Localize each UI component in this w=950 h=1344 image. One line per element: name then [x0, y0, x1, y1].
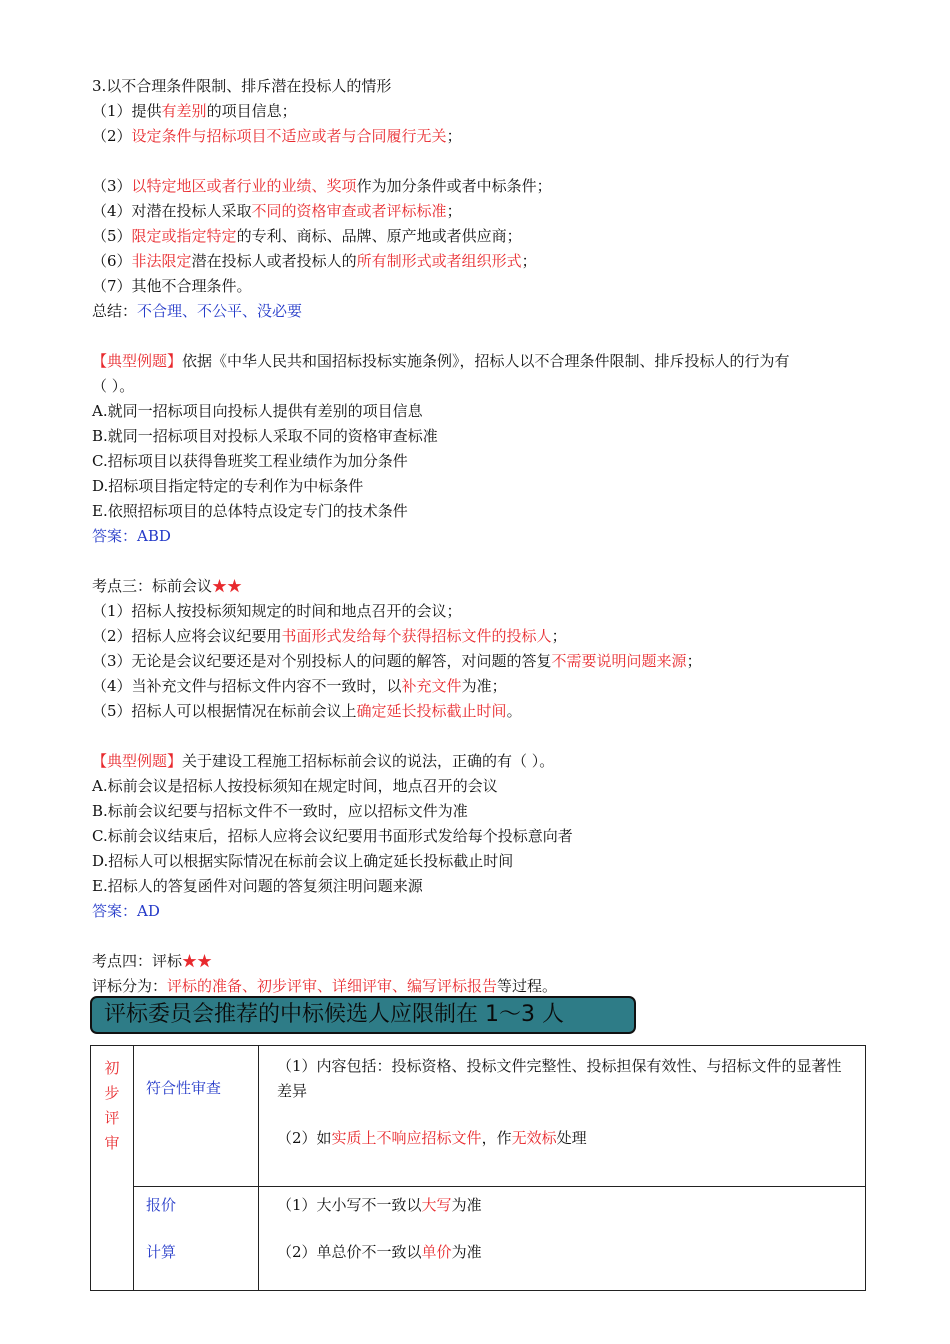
item-text: （1）提供 — [92, 102, 162, 120]
item-text: ； — [521, 252, 537, 270]
highlight-text: 无效标 — [511, 1129, 557, 1147]
highlight-text: 非法限定 — [131, 252, 192, 270]
content-line — [277, 1240, 851, 1265]
item-text: 作为加分条件或者中标条件； — [356, 177, 552, 195]
option-item: D.招标人可以根据实际情况在标前会议上确定延长投标截止时间 — [92, 852, 514, 870]
highlight-text: 确定延长投标截止时间 — [356, 702, 507, 720]
highlight-text: 所有制形式或者组织形式 — [356, 252, 522, 270]
list-item — [92, 699, 892, 724]
highlight-text: 有差别 — [161, 102, 207, 120]
item-text: ，作 — [481, 1129, 512, 1147]
star-icon: ★★ — [182, 952, 213, 970]
row-label: 报价 — [146, 1196, 177, 1214]
review-table — [90, 1045, 866, 1291]
item-text: （2）招标人应将会议纪要用 — [92, 627, 282, 645]
option-item: C.招标项目以获得鲁班奖工程业绩作为加分条件 — [92, 452, 408, 470]
item-text: 为准 — [451, 1243, 482, 1261]
option-item: B.就同一招标项目对投标人采取不同的资格审查标准 — [92, 427, 438, 445]
point-title — [92, 949, 892, 974]
example-question — [92, 349, 892, 374]
item-text: 为准； — [461, 677, 507, 695]
highlight-text: 限定或指定特定 — [131, 227, 237, 245]
item-text: （3） — [92, 177, 132, 195]
item-text: （2）如 — [277, 1129, 332, 1147]
highlight-text: 以特定地区或者行业的业绩、奖项 — [131, 177, 357, 195]
example-tag: 【典型例题】 — [92, 352, 183, 370]
list-item — [92, 224, 892, 249]
highlight-banner: 评标委员会推荐的中标候选人应限制在 1～3 人 — [90, 996, 636, 1034]
item-text: （6） — [92, 252, 132, 270]
highlight-text: 不需要说明问题来源 — [551, 652, 687, 670]
item-text: （2） — [92, 127, 132, 145]
highlight-text: 设定条件与招标项目不适应或者与合同履行无关 — [131, 127, 447, 145]
row-label: 计算 — [146, 1243, 177, 1261]
item-text: （2）单总价不一致以 — [277, 1243, 422, 1261]
document-body — [92, 74, 892, 999]
item-text: 评标分为： — [92, 977, 168, 995]
highlight-text: 单价 — [421, 1243, 452, 1261]
option-item: A.就同一招标项目向投标人提供有差别的项目信息 — [92, 402, 423, 420]
list-item — [92, 674, 892, 699]
item-text: （5） — [92, 227, 132, 245]
summary-line — [92, 299, 892, 324]
answer-text: 答案：ABD — [92, 527, 171, 545]
row-label: 符合性审查 — [146, 1079, 222, 1097]
option-item: E.依照招标项目的总体特点设定专门的技术条件 — [92, 502, 408, 520]
example-tag: 【典型例题】 — [92, 752, 183, 770]
list-item: （7）其他不合理条件。 — [92, 277, 252, 295]
stage-char: 初 — [104, 1059, 120, 1077]
section-title: 3.以不合理条件限制、排斥潜在投标人的情形 — [92, 77, 392, 95]
item-text: 为准 — [451, 1196, 482, 1214]
stage-char: 评 — [104, 1109, 120, 1127]
highlight-text: 大写 — [421, 1196, 452, 1214]
item-text: （5）招标人可以根据情况在标前会议上 — [92, 702, 357, 720]
item-text: 潜在投标人或者投标人的 — [191, 252, 357, 270]
option-item: C.标前会议结束后，招标人应将会议纪要用书面形式发给每个投标意向者 — [92, 827, 573, 845]
item-text: 的专利、商标、品牌、原产地或者供应商； — [236, 227, 522, 245]
highlight-text: 书面形式发给每个获得招标文件的投标人 — [281, 627, 552, 645]
point-title-text: 考点四：评标 — [92, 952, 183, 970]
question-text: 关于建设工程施工招标标前会议的说法，正确的有（ ）。 — [182, 752, 555, 770]
option-item: E.招标人的答复函件对问题的答复须注明问题来源 — [92, 877, 423, 895]
list-item — [92, 649, 892, 674]
example-question — [92, 749, 892, 774]
question-blank: （ ）。 — [92, 377, 135, 395]
item-text: ； — [686, 652, 702, 670]
list-item — [92, 124, 892, 149]
item-text: ； — [446, 127, 462, 145]
highlight-text: 评标的准备、初步评审、详细评审、编写评标报告 — [167, 977, 498, 995]
star-icon: ★★ — [212, 577, 243, 595]
list-item — [92, 174, 892, 199]
item-text: 等过程。 — [497, 977, 558, 995]
stage-cell — [91, 1046, 134, 1291]
item-text: （3）无论是会议纪要还是对个别投标人的问题的解答，对问题的答复 — [92, 652, 552, 670]
list-item — [92, 624, 892, 649]
list-item: （1）招标人按投标须知规定的时间和地点召开的会议； — [92, 602, 462, 620]
row-label-cell — [134, 1046, 259, 1187]
list-item — [92, 99, 892, 124]
row-label-cell — [134, 1187, 259, 1291]
content-line: （1）内容包括：投标资格、投标文件完整性、投标担保有效性、与招标文件的显著性差异 — [277, 1057, 842, 1100]
list-item — [92, 199, 892, 224]
list-item — [92, 249, 892, 274]
option-item: A.标前会议是招标人按投标须知在规定时间，地点召开的会议 — [92, 777, 498, 795]
item-text: 的项目信息； — [206, 102, 297, 120]
item-text: ； — [446, 202, 462, 220]
question-text: 依据《中华人民共和国招标投标实施条例》，招标人以不合理条件限制、排斥投标人的行为有 — [182, 352, 790, 370]
table-row — [91, 1187, 866, 1291]
answer-text: 答案：AD — [92, 902, 160, 920]
stage-char: 步 — [104, 1084, 120, 1102]
option-item: B.标前会议纪要与招标文件不一致时，应以招标文件为准 — [92, 802, 468, 820]
item-text: 。 — [506, 702, 522, 720]
row-content-cell — [259, 1046, 866, 1187]
row-content-cell — [259, 1187, 866, 1291]
table-row — [91, 1046, 866, 1187]
point-title — [92, 574, 892, 599]
item-text: ； — [551, 627, 567, 645]
content-line — [277, 1126, 851, 1151]
summary-value: 不合理、不公平、没必要 — [137, 302, 303, 320]
highlight-text: 补充文件 — [401, 677, 462, 695]
highlight-text: 不同的资格审查或者评标标准 — [251, 202, 447, 220]
highlight-text: 实质上不响应招标文件 — [331, 1129, 482, 1147]
stage-char: 审 — [104, 1134, 120, 1152]
item-text: （1）大小写不一致以 — [277, 1196, 422, 1214]
item-text: （4）对潜在投标人采取 — [92, 202, 252, 220]
summary-label: 总结： — [92, 302, 138, 320]
content-line — [277, 1193, 851, 1218]
item-text: 处理 — [556, 1129, 587, 1147]
point-title-text: 考点三：标前会议 — [92, 577, 213, 595]
option-item: D.招标项目指定特定的专利作为中标条件 — [92, 477, 364, 495]
item-text: （4）当补充文件与招标文件内容不一致时，以 — [92, 677, 402, 695]
